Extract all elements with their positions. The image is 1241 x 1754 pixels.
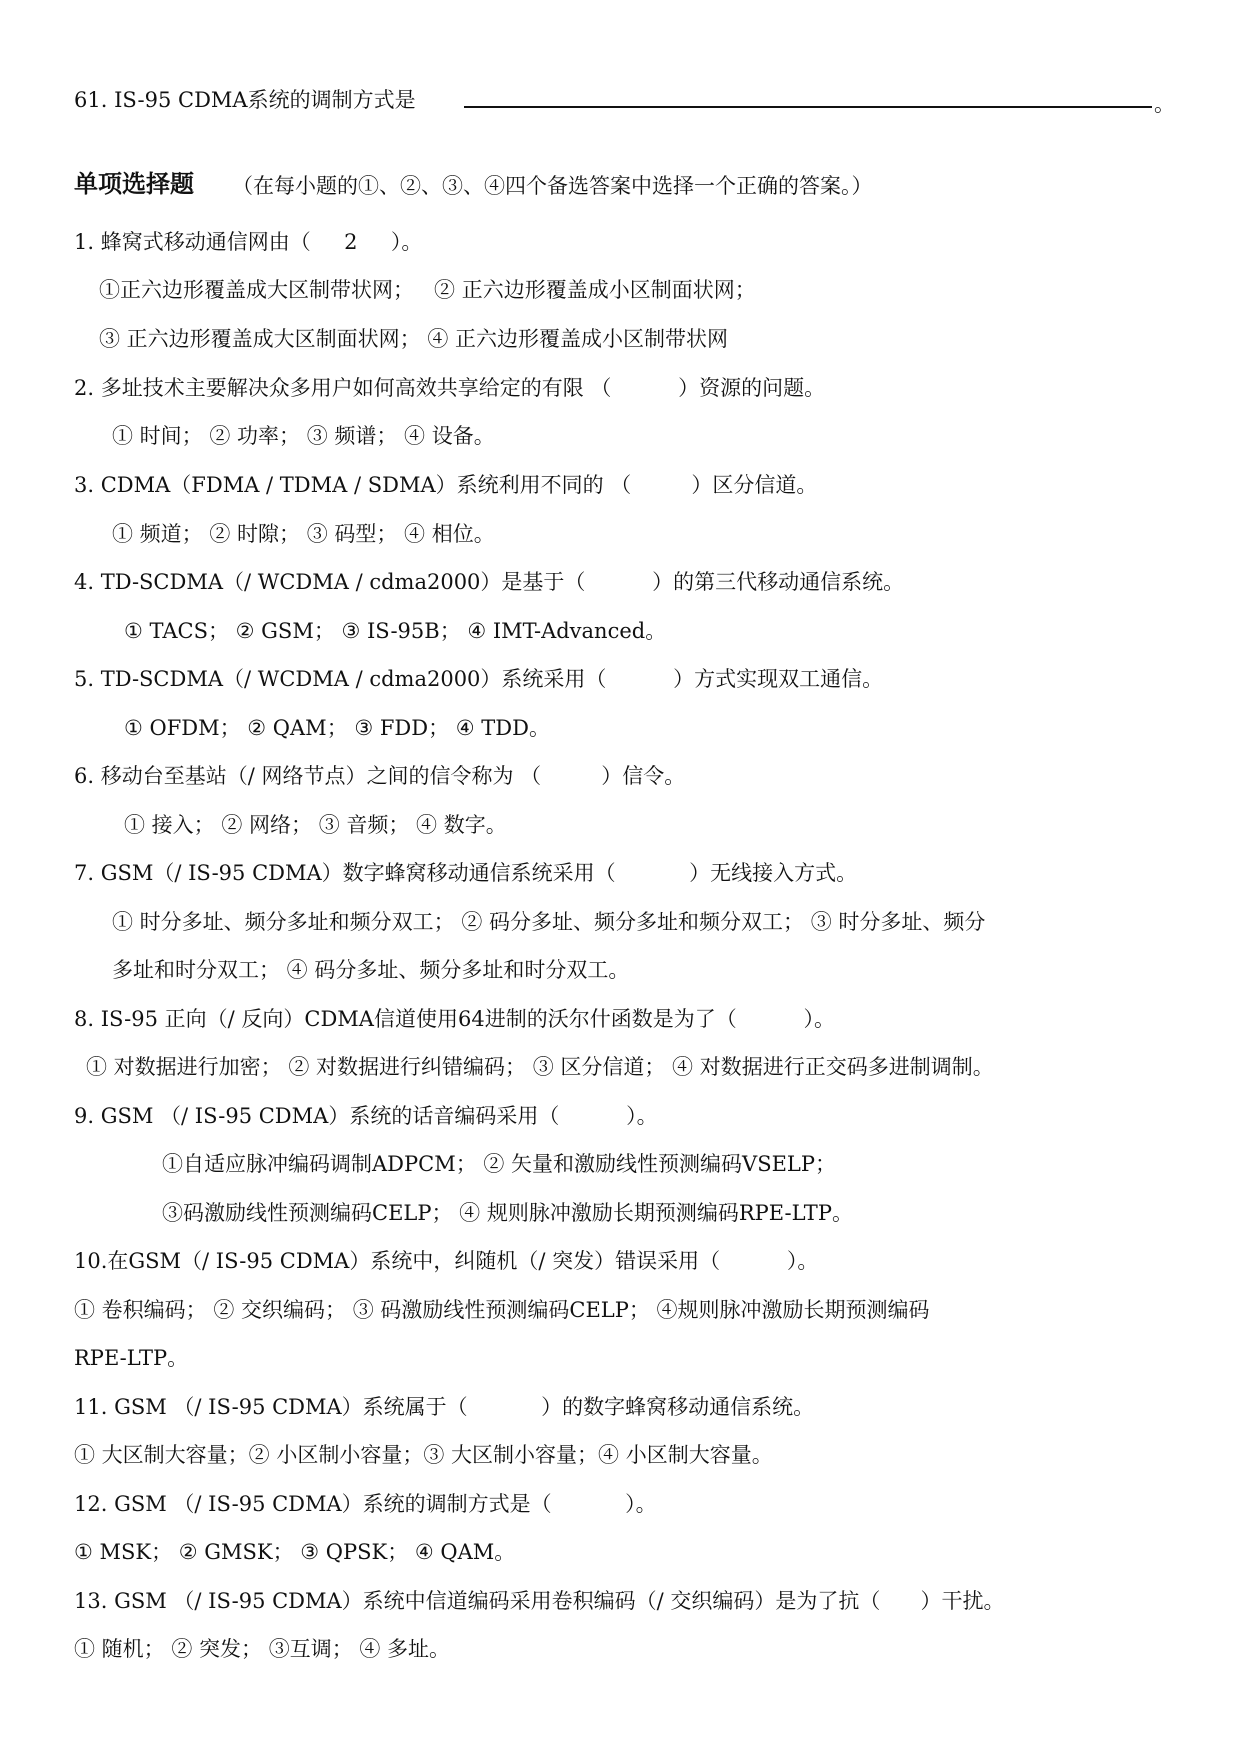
question-5: 5. TD-SCDMA（/ WCDMA / cdma2000）系统采用（ ）方式实现双工通信。: [74, 667, 884, 691]
question-1-options: ①正六边形覆盖成大区制带状网； ② 正六边形覆盖成小区制面状网；: [99, 278, 756, 302]
question-13: 13. GSM （/ IS-95 CDMA）系统中信道编码采用卷积编码（/ 交织编码）是为了抗（ ）干扰。: [74, 1589, 1005, 1613]
question-8-options: ① 对数据进行加密； ② 对数据进行纠错编码； ③ 区分信道； ④ 对数据进行正交码多进制调制。: [86, 1055, 994, 1079]
question-13-options: ① 随机； ② 突发； ③互调； ④ 多址。: [74, 1637, 451, 1661]
question-5-options: ① OFDM； ② QAM； ③ FDD； ④ TDD。: [124, 716, 550, 740]
question-1-options: ③ 正六边形覆盖成大区制面状网； ④ 正六边形覆盖成小区制带状网: [99, 327, 729, 351]
question-10: 10.在GSM（/ IS-95 CDMA）系统中，纠随机（/ 突发）错误采用（ ）。: [74, 1249, 819, 1273]
question-11: 11. GSM （/ IS-95 CDMA）系统属于（ ）的数字蜂窝移动通信系统。: [74, 1395, 815, 1419]
question-9: 9. GSM （/ IS-95 CDMA）系统的话音编码采用（ ）。: [74, 1104, 658, 1128]
question-2-options: ① 时间； ② 功率； ③ 频谱； ④ 设备。: [112, 424, 495, 448]
question-12-options: ① MSK； ② GMSK； ③ QPSK； ④ QAM。: [74, 1540, 516, 1564]
section-instruction: （在每小题的①、②、③、④四个备选答案中选择一个正确的答案。）: [232, 174, 873, 198]
question-6: 6. 移动台至基站（/ 网络节点）之间的信令称为 （ ）信令。: [74, 764, 686, 788]
question-11-options: ① 大区制大容量；② 小区制小容量；③ 大区制小容量；④ 小区制大容量。: [74, 1443, 773, 1467]
answer-blank-line: [464, 106, 1152, 108]
question-7-options: 多址和时分双工； ④ 码分多址、频分多址和时分双工。: [112, 958, 630, 982]
question-1: 1. 蜂窝式移动通信网由（ 2 ）。: [74, 230, 423, 254]
question-10-options: ① 卷积编码； ② 交织编码； ③ 码激励线性预测编码CELP； ④规则脉冲激励长期预测编码: [74, 1298, 930, 1322]
question-61-text: 61. IS-95 CDMA系统的调制方式是: [74, 88, 416, 112]
question-2: 2. 多址技术主要解决众多用户如何高效共享给定的有限 （ ）资源的问题。: [74, 376, 826, 400]
question-9-options: ③码激励线性预测编码CELP； ④ 规则脉冲激励长期预测编码RPE-LTP。: [162, 1201, 853, 1225]
question-12: 12. GSM （/ IS-95 CDMA）系统的调制方式是（ ）。: [74, 1492, 657, 1516]
question-10-options: RPE-LTP。: [74, 1346, 189, 1370]
question-3-options: ① 频道； ② 时隙； ③ 码型； ④ 相位。: [112, 522, 495, 546]
question-61-end: 。: [1154, 92, 1175, 116]
question-4: 4. TD-SCDMA（/ WCDMA / cdma2000）是基于（ ）的第三代移动通信系统。: [74, 570, 905, 594]
question-7: 7. GSM（/ IS-95 CDMA）数字蜂窝移动通信系统采用（ ）无线接入方式。: [74, 861, 858, 885]
section-title: 单项选择题: [74, 170, 194, 198]
question-4-options: ① TACS； ② GSM； ③ IS-95B； ④ IMT-Advanced。: [124, 619, 667, 643]
question-8: 8. IS-95 正向（/ 反向）CDMA信道使用64进制的沃尔什函数是为了（ ）。: [74, 1007, 835, 1031]
question-3: 3. CDMA（FDMA / TDMA / SDMA）系统利用不同的 （ ）区分信道。: [74, 473, 818, 497]
question-6-options: ① 接入； ② 网络； ③ 音频； ④ 数字。: [124, 813, 507, 837]
question-9-options: ①自适应脉冲编码调制ADPCM； ② 矢量和激励线性预测编码VSELP；: [162, 1152, 837, 1176]
question-7-options: ① 时分多址、频分多址和频分双工； ② 码分多址、频分多址和频分双工； ③ 时分多址、频分: [112, 910, 986, 934]
